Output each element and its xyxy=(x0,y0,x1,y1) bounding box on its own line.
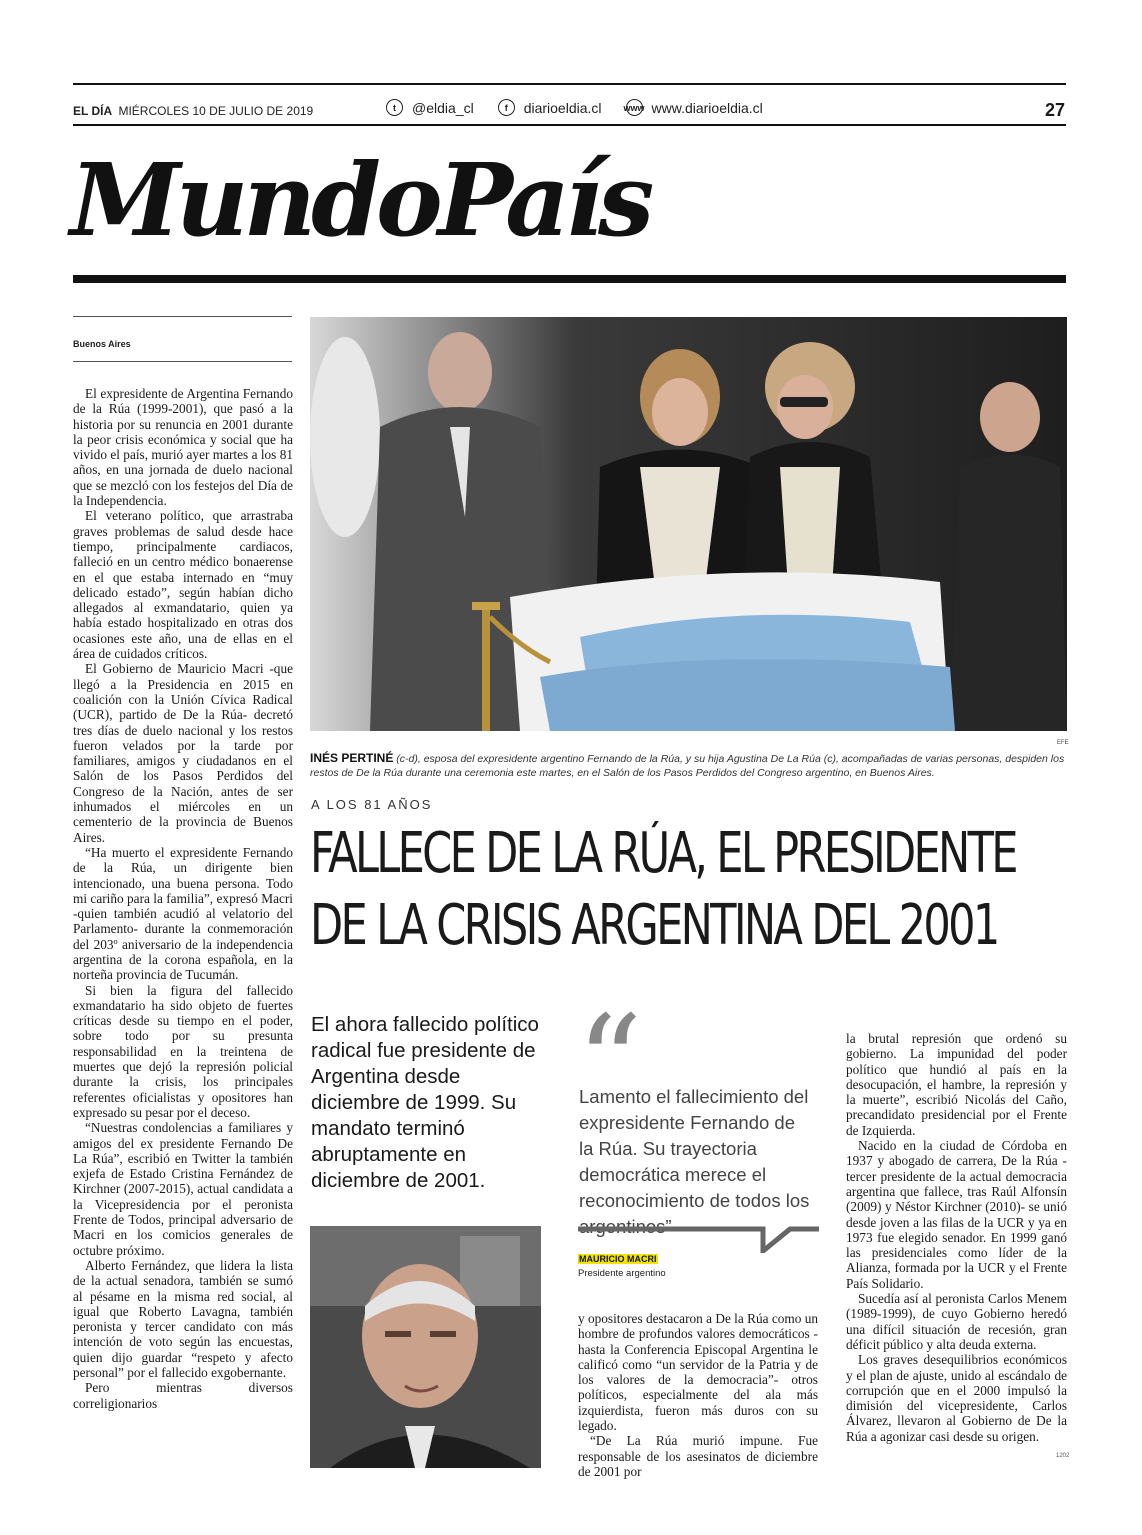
portrait-illustration xyxy=(310,1226,541,1468)
facebook-link[interactable]: diarioeldia.cl xyxy=(523,99,602,116)
photo-caption xyxy=(310,751,1067,780)
top-rule xyxy=(73,83,1066,85)
paragraph: “Nuestras condolencias a familiares y amigos del ex presidente Fernando De La Rúa”, escribió en Twitter la también exjefa de Estado Cristina Fernández de Kirchner (2007-2015), actual candidata a la Vicepresidencia por el peronista Frente de Todos, principal adversario de Macri en los comicios generales de octubre próximo. xyxy=(73,1120,293,1258)
kicker: A LOS 81 AÑOS xyxy=(311,797,433,812)
paragraph: Los graves desequilibrios económicos y el plan de ajuste, unido al escándalo de corrupción que en el 2000 impulsó la dimisión del vicepresidente, Carlos Álvarez, llevaron al Gobierno de De la Rúa a agonizar casi desde su origen. xyxy=(846,1352,1067,1444)
paragraph: El veterano político, que arrastraba graves problemas de salud desde hace tiempo, principalmente cardiacos, falleció en un centro médico bonaerense en el que estaba internado en “muy delicado estado”, según habían dicho allegados al exmandatario, quien ya había estado hospitalizado en otras dos ocasiones este año, una de ellas en el área de cuidados críticos. xyxy=(73,508,293,662)
paragraph: Pero mientras diversos correligionarios xyxy=(73,1380,293,1411)
facebook-icon: f xyxy=(498,99,515,116)
twitter-icon: t xyxy=(386,99,403,116)
issue-date: MIÉRCOLES 10 DE JULIO DE 2019 xyxy=(118,104,314,118)
body-column-1 xyxy=(73,386,293,1411)
dateline-rule-top xyxy=(73,316,292,317)
paragraph: El expresidente de Argentina Fernando de la Rúa (1999-2001), que pasó a la historia por su renuncia en 2001 durante la peor crisis económica y social que ha vivido el país, murió ayer martes a los 81 años, en una jornada de duelo nacional que se mezcló con los festejos del Día de la Independencia. xyxy=(73,386,293,509)
photo-credit: EFE xyxy=(1057,740,1069,746)
paragraph: “Ha muerto el expresidente Fernando de la Rúa, un dirigente bien intencionado, una buena persona. Todo mi cariño para la familia”, expresó Macri -quien también acudió al velatorio del Parlamento- durante la conmemoración del 203º aniversario de la independencia argentina de la corona española, en la norteña provincia de Tucumán. xyxy=(73,844,293,983)
caption-text: (c-d), esposa del expresidente argentino Fernando de la Rúa, y su hija Agustina De La Rúa (c), acompañadas de varias personas, despiden los restos de De la Rúa durante una ceremonia este martes, en el Salón de los Pasos Perdidos del Congreso argentino, en Buenos Aires. xyxy=(310,753,1065,779)
dateline: Buenos Aires xyxy=(73,339,131,349)
section-title: MundoPaís xyxy=(70,141,650,259)
quote-mark-icon: “ xyxy=(576,987,643,1139)
website-link[interactable]: www.diarioeldia.cl xyxy=(651,99,763,116)
quote-author: MAURICIO MACRI xyxy=(579,1254,657,1264)
caption-name: INÉS PERTINÉ xyxy=(310,751,394,765)
headline-line-2: DE LA CRISIS ARGENTINA DEL 2001 xyxy=(310,893,998,958)
pull-quote-text: Lamento el fallecimiento del expresidente Fernando de la Rúa. Su trayectoria democrática merece el reconocimiento de todos los argentinos” xyxy=(579,1086,810,1237)
masthead-line xyxy=(73,104,313,118)
header-rule xyxy=(73,124,1066,126)
publication-name: EL DÍA xyxy=(73,104,113,118)
paragraph: la brutal represión que ordenó su gobierno. La impunidad del poder político que hundió al país en la desocupación, el hambre, la represión y la muerte”, escribió Nicolás del Caño, precandidato presidencial por el Frente de Izquierda. xyxy=(846,1031,1067,1138)
paragraph: y opositores destacaron a De la Rúa como un hombre de profundos valores democráticos -hasta la Conferencia Episcopal Argentina le calificó como “un servidor de la Patria y de los valores de la democracia”- otros políticos, especialmente del ala más izquierdista, fueron más duros con su legado. xyxy=(578,1311,819,1434)
subheadline: El ahora fallecido político radical fue presidente de Argentina desde diciembre de 1999. Su mandato terminó abruptamente en diciembre de 2001. xyxy=(311,1013,539,1192)
paragraph: Sucedía así al peronista Carlos Menem (1989-1999), de cuyo Gobierno heredó una difícil situación de recesión, gran déficit público y alta deuda externa. xyxy=(846,1291,1067,1352)
body-column-4 xyxy=(846,1031,1067,1444)
quote-author-role: Presidente argentino xyxy=(578,1268,666,1279)
quote-attribution xyxy=(578,1249,658,1267)
paragraph: El Gobierno de Mauricio Macri -que llegó a la Presidencia en 2015 en coalición con la Unión Cívica Radical (UCR), partido de De la Rúa- decretó tres días de duelo nacional y los restos fueron velados por la tarde por familiares, amigos y ciudadanos en el Salón de los Pasos Perdidos del Congreso de la Nación, antes de ser inhumados el miércoles en un cementerio de la provincia de Buenos Aires. xyxy=(73,661,293,845)
body-column-3 xyxy=(578,1311,818,1479)
paragraph: Nacido en la ciudad de Córdoba en 1937 y abogado de carrera, De la Rúa -tercer presidente de la actual democracia argentina que fallece, tras Raúl Alfonsín (2009) y Néstor Kirchner (2010)- se unió desde joven a las filas de la UCR y ya en 1973 fue elegido senador. En 1999 ganó las presidenciales como líder de la Alianza, formada por la UCR y el Frente País Solidario. xyxy=(846,1138,1067,1291)
paragraph: Alberto Fernández, que lidera la lista de la actual senadora, también se sumó al pésame en la misma red social, al igual que Roberto Lavagna, también peronista y tercer candidato con más intención de voto según las encuestas, quien dijo guardar “respeto y afecto personal” por el fallecido exgobernante. xyxy=(73,1257,293,1380)
paragraph: “De La Rúa murió impune. Fue responsable de los asesinatos de diciembre de 2001 por xyxy=(578,1433,818,1479)
dateline-rule-bottom xyxy=(73,361,292,362)
twitter-handle[interactable]: @eldia_cl xyxy=(412,99,474,116)
de-la-rua-portrait xyxy=(310,1226,541,1468)
funeral-scene-illustration xyxy=(310,317,1067,731)
social-links xyxy=(386,99,787,116)
headline xyxy=(310,818,1016,962)
headline-line-1: FALLECE DE LA RÚA, EL PRESIDENTE xyxy=(310,821,1016,886)
paragraph: Si bien la figura del fallecido exmandatario ha sido objeto de fuertes críticas desde su tiempo en el poder, sobre todo por su presunta responsabilidad en la treintena de muertes que dejó la represión policial durante la crisis, los principales referentes oficialistas y opositores han expresado su pesar por el deceso. xyxy=(73,982,293,1120)
funeral-photo xyxy=(310,317,1067,731)
page-number: 27 xyxy=(1045,100,1066,120)
end-mark: 1202 xyxy=(1056,1453,1070,1459)
globe-icon: www xyxy=(626,99,643,116)
section-rule xyxy=(73,275,1066,283)
